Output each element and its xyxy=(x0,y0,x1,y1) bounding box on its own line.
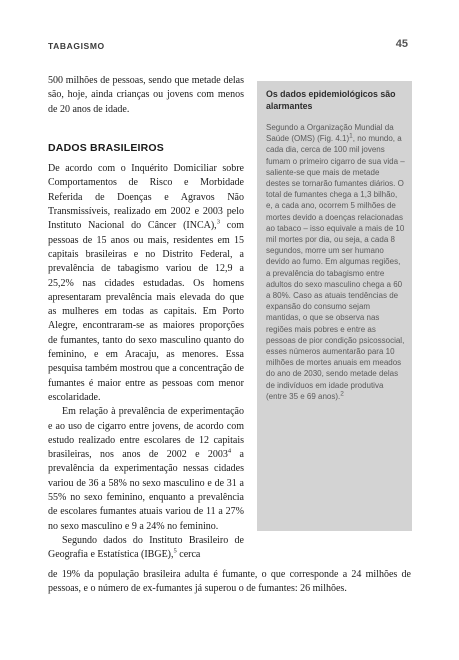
paragraph-text: cerca xyxy=(176,549,201,561)
sidebar-text: Segundo a Organização Mundial da Saúde (OMS) (Fig. 4.1) xyxy=(266,123,394,144)
paragraph-text: com pessoas de 15 anos ou mais, residentes em 15 capitais brasileiras e no Distrito Federal, a prevalência de tabagismo variou de 12,9 a 25,2% nas cidades estudadas. Os homens apresentaram prevalência mais elevada do que as mulheres em todas as capitais. Em Porto Alegre, encontraram-se as maiores proporções de fumantes, tanto do sexo masculino quanto do feminino, e em Aracaju, as menores. Essa pesquisa também mostrou que a concentração de fumantes é maior entre as pessoas com menor escolaridade. xyxy=(48,220,244,403)
paragraph-text: De acordo com o Inquérito Domiciliar sobre Comportamentos de Risco e Morbidade Referida de Doenças e Agravos Não Transmissíveis, realizado em 2002 e 2003 pelo Instituto Nacional do Câncer (INCA), xyxy=(48,163,244,232)
page-number: 45 xyxy=(395,38,408,50)
full-width-paragraph xyxy=(48,568,411,597)
footnote-ref: 4 xyxy=(227,447,232,455)
sidebar-title: Os dados epidemiológicos são alarmantes xyxy=(266,89,396,111)
footnote-ref: 3 xyxy=(216,219,220,227)
paragraph-inca xyxy=(48,162,244,405)
section-heading: DADOS BRASILEIROS xyxy=(48,141,164,154)
sidebar-text: , no mundo, a cada dia, cerca de 100 mil jovens fumam o primeiro cigarro de sua vida – saliente-se que mais de metade destes se tornarão fumantes diários. O total de fumantes chega a 1,3 bilhão, e, a cada ano, ocorrem 5 milhões de mortes devido a doenças relacionadas ao tabaco – isso equivale a mais de 10 mil mortes por dia, ou seja, a cada 8 segundos, morre um ser humano devido ao fumo. Em algumas regiões, a prevalência do tabagismo entre adultos do sexo masculino chega a 60 a 80%. Caso as atuais tendências de expansão do consumo sejam mantidas, o que se observa nas regiões mais pobres e entre as pessoas de pior condição psicossocial, esses números aumentarão para 10 milhões de mortes anuais em meados do ano de 2030, sendo metade delas de indivíduos em idade produtiva (entre 35 e 69 anos). xyxy=(266,134,405,401)
sidebar-body xyxy=(266,122,405,402)
sidebar-box xyxy=(257,81,412,531)
paragraph-text: de 19% da população brasileira adulta é fumante, o que corresponde a 24 milhões de pessoas, e o número de ex-fumantes já superou o de fumantes: 26 milhões. xyxy=(48,569,411,595)
main-column xyxy=(48,74,244,563)
paragraph-intro: 500 milhões de pessoas, sendo que metade delas são, hoje, ainda crianças ou jovens com menos de 20 anos de idade. xyxy=(48,75,244,115)
paragraph-text: Em relação à prevalência de experimentação e ao uso de cigarro entre jovens, de acordo com estudo realizado entre escolares de 12 capitais brasileiras, nos anos de 2002 e 2003 xyxy=(48,406,244,461)
footnote-ref: 1 xyxy=(349,132,353,140)
paragraph-ibge xyxy=(48,534,244,563)
paragraph-text: a prevalência da experimentação nessas cidades variou de 36 a 58% no sexo masculino e de 31 a 55% no sexo feminino, enquanto a prevalência de escolares fumantes atuais variou de 11 a 27% no sexo masculino e 9 a 24% no feminino. xyxy=(48,449,244,532)
footnote-ref: 5 xyxy=(173,547,177,555)
paragraph-jovens xyxy=(48,405,244,534)
footnote-ref: 2 xyxy=(340,390,344,398)
running-header: TABAGISMO xyxy=(48,41,105,51)
paragraph-text: Segundo dados do Instituto Brasileiro de Geografia e Estatística (IBGE), xyxy=(48,534,244,561)
